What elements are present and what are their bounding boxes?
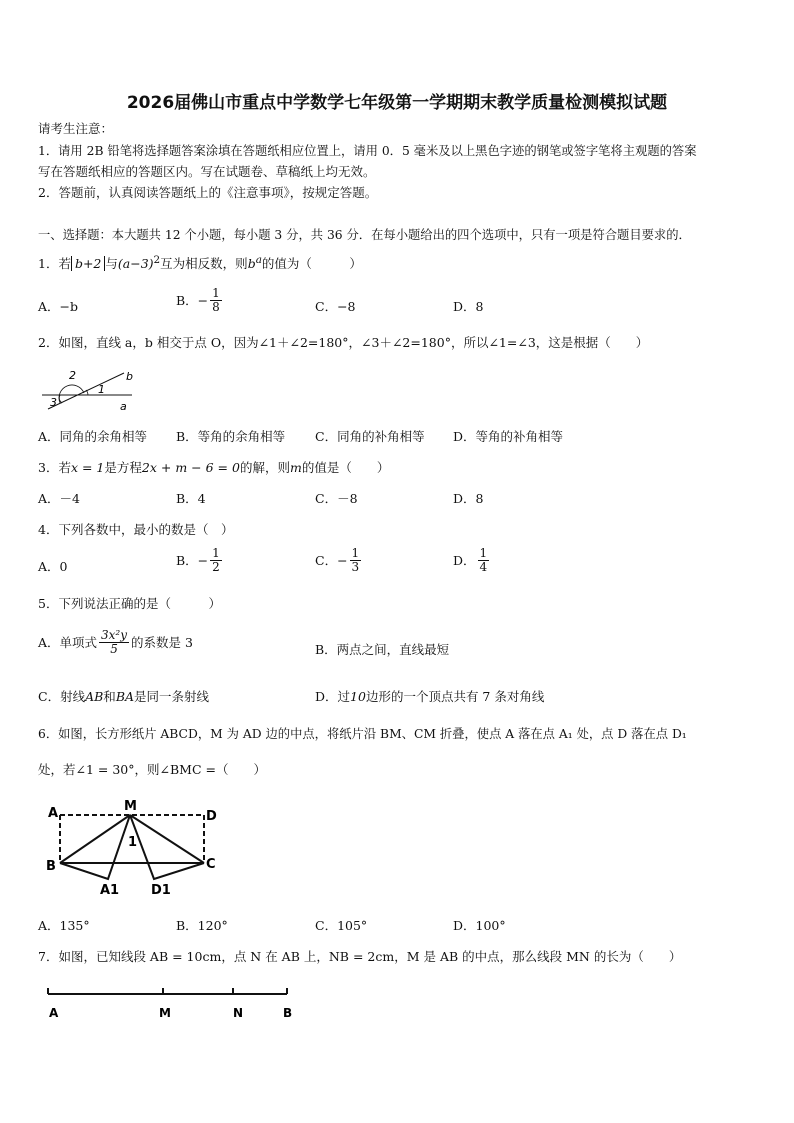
q5-option-d[interactable]: D．过10边形的一个顶点共有 7 条对角线 <box>315 689 545 704</box>
page-title: 2026届佛山市重点中学数学七年级第一学期期末教学质量检测模拟试题 <box>126 93 668 113</box>
q6-fig-label-a1: A1 <box>100 883 120 898</box>
notice-line1b: 写在答题纸相应的答题区内。写在试题卷、草稿纸上均无效。 <box>38 164 376 179</box>
q7-fig-label-b: B <box>283 1006 293 1020</box>
notice-line2: 2．答题前，认真阅读答题纸上的《注意事项》，按规定答题。 <box>38 185 378 200</box>
q2-fig-label-b: b <box>126 370 133 383</box>
q6-fig-label-a: A <box>48 806 59 821</box>
q2-fig-label-2: 2 <box>69 369 76 382</box>
q6-fig-label-c: C <box>206 857 216 872</box>
q1-mid: 与 <box>105 256 118 272</box>
q6-fig-label-m: M <box>124 799 137 814</box>
q1-tail: 互为相反数，则 <box>160 256 248 272</box>
q5-option-c[interactable]: C．射线AB和BA是同一条射线 <box>38 689 210 704</box>
notice-line1a: 1．请用 2B 铅笔将选择题答案涂填在答题纸相应位置上，请用 0．5 毫米及以上黑色字迹的钢笔或签字笔将主观题的答案 <box>38 144 697 158</box>
q6-fig-label-d: D <box>206 809 217 824</box>
q2-option-c[interactable]: C．同角的补角相等 <box>315 429 425 444</box>
q2-option-d[interactable]: D．等角的补角相等 <box>453 429 564 444</box>
q6-option-a[interactable]: A．135° <box>38 918 90 933</box>
q5-option-b[interactable]: B．两点之间，直线最短 <box>315 642 450 657</box>
question-2-stem: 2．如图，直线 a，b 相交于点 O，因为∠1＋∠2=180°，∠3＋∠2=180°，所以∠1=∠3，这是根据（ ） <box>38 335 649 350</box>
q3-option-b[interactable]: B．4 <box>176 491 206 506</box>
q6-figure <box>38 790 228 900</box>
question-7-stem: 7．如图，已知线段 AB = 10cm，点 N 在 AB 上，NB = 2cm，M 是 AB 的中点，那么线段 MN 的长为（ ） <box>38 949 682 964</box>
q1-sq-expr: (a−3) <box>117 256 154 272</box>
question-1-stem <box>38 254 362 272</box>
q4-option-a[interactable]: A．0 <box>38 559 68 574</box>
q2-fig-label-1: 1 <box>98 383 105 396</box>
q7-figure <box>38 982 308 1027</box>
q7-fig-label-m: M <box>159 1006 171 1020</box>
q3-option-c[interactable]: C．－8 <box>315 491 358 506</box>
q2-fig-label-a: a <box>120 400 127 413</box>
q1-pow-base: b <box>247 256 256 272</box>
question-3-stem: 3．若x = 1是方程2x + m − 6 = 0的解，则m的值是（ ） <box>38 460 390 475</box>
q2-figure <box>38 363 148 415</box>
q6-option-d[interactable]: D．100° <box>453 918 506 933</box>
question-5-stem: 5．下列说法正确的是（ ） <box>38 596 221 611</box>
q2-fig-label-3: 3 <box>50 396 57 409</box>
q1-num: 1．若 <box>38 256 71 272</box>
q7-fig-label-a: A <box>49 1006 59 1020</box>
q1-option-a[interactable]: A．−b <box>38 299 79 314</box>
q1-end: 的值为（ ） <box>261 256 362 272</box>
question-6-line2: 处，若∠1 = 30°，则∠BMC =（ ） <box>38 762 266 777</box>
q3-option-d[interactable]: D．8 <box>453 491 484 506</box>
q6-option-b[interactable]: B．120° <box>176 918 228 933</box>
notice-heading: 请考生注意： <box>38 121 114 136</box>
q2-option-a[interactable]: A．同角的余角相等 <box>38 429 148 444</box>
q3-option-a[interactable]: A．－4 <box>38 491 80 506</box>
q2-option-b[interactable]: B．等角的余角相等 <box>176 429 286 444</box>
q6-fig-label-b: B <box>46 859 56 874</box>
q4-option-b[interactable]: B．− $\frac{1}{2}$ <box>176 546 220 574</box>
q1-option-c[interactable]: C．−8 <box>315 299 356 314</box>
q1-sq-exp: 2 <box>153 254 161 266</box>
q4-option-d[interactable]: D． $\frac{1}{4}$ <box>453 546 488 574</box>
q1-option-d[interactable]: D．8 <box>453 299 484 314</box>
question-6-line1: 6．如图，长方形纸片 ABCD，M 为 AD 边的中点，将纸片沿 BM、CM 折叠，使点 A 落在点 A₁ 处，点 D 落在点 D₁ <box>38 727 687 741</box>
question-4-stem: 4．下列各数中，最小的数是（ ） <box>38 522 234 537</box>
q4-option-c[interactable]: C．− $\frac{1}{3}$ <box>315 546 360 574</box>
q6-option-c[interactable]: C．105° <box>315 918 368 933</box>
q6-fig-label-d1: D1 <box>151 883 171 898</box>
q5-option-a[interactable]: A．单项式 $\frac{\text{3x²y}}{5}$ 的系数是 3 <box>38 628 193 656</box>
q1-option-b[interactable]: B．− $\frac{1}{8}$ <box>176 286 220 314</box>
q6-fig-label-1: 1 <box>128 835 138 850</box>
q7-fig-label-n: N <box>233 1006 244 1020</box>
section-heading: 一、选择题：本大题共 12 个小题，每小题 3 分，共 36 分．在每小题给出的四个选项中，只有一项是符合题目要求的． <box>38 228 691 242</box>
q1-abs-expr: b+2 <box>74 256 102 272</box>
q1-pow-exp: a <box>255 254 262 266</box>
